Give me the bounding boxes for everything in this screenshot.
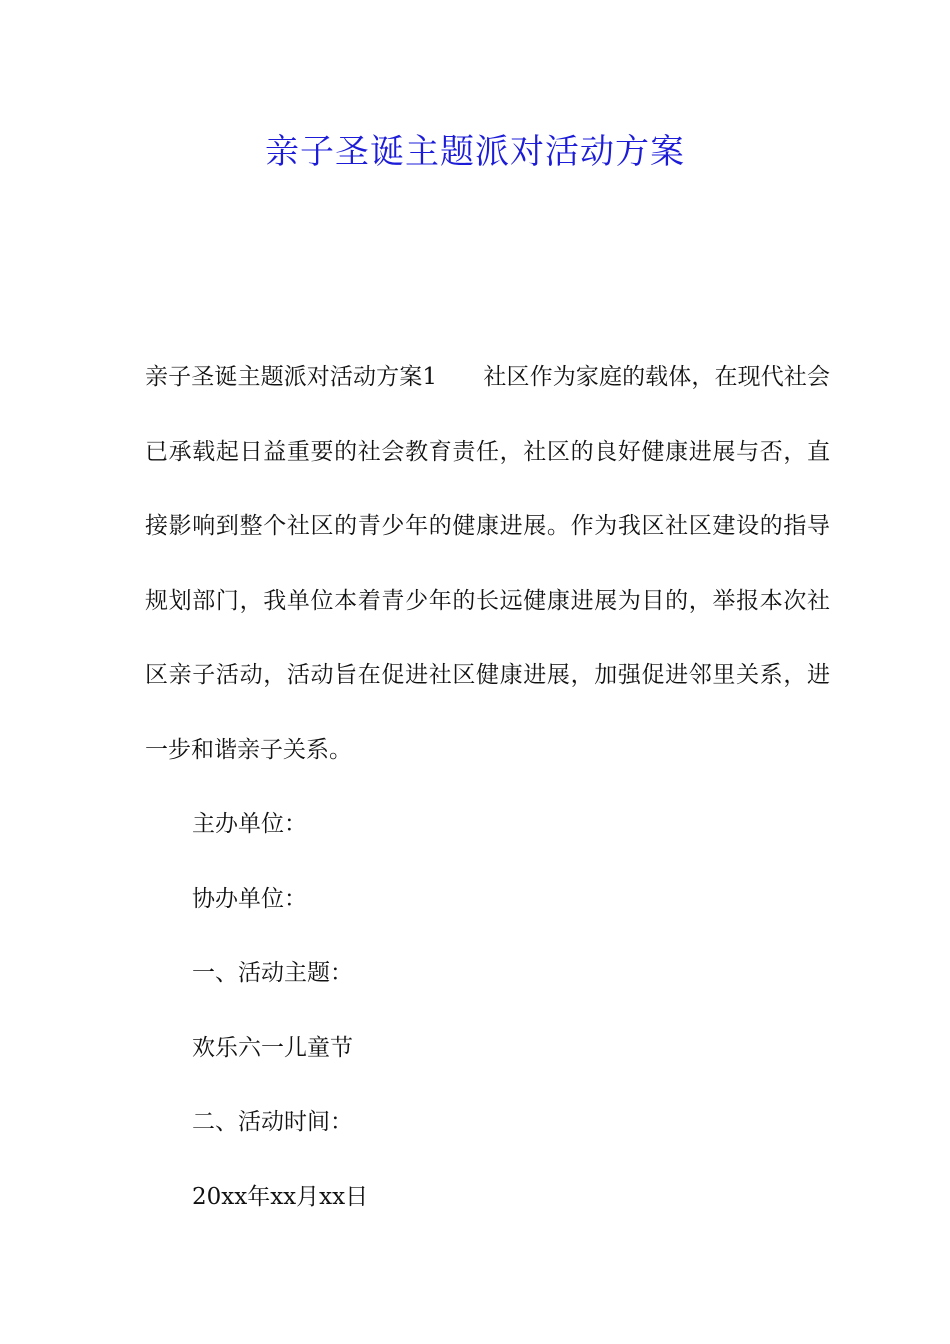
organizer-line: 主办单位： xyxy=(192,811,307,837)
intro-paragraph: 亲子圣诞主题派对活动方案1 社区作为家庭的载体，在现代社会已承载起日益重要的社会教育责任，社区的良好健康进展与否，直接影响到整个社区的青少年的健康进展。作为我区社区建设的指导规划部门，我单位本着青少年的长远健康进展为目的，举报本次社区亲子活动，活动旨在促进社区健康进展，加强促进邻里关系，进一步和谐亲子关系。 xyxy=(145,364,830,763)
section-heading-time: 二、活动时间： xyxy=(192,1109,353,1135)
co-organizer-line: 协办单位： xyxy=(192,885,307,912)
section-heading-theme: 一、活动主题： xyxy=(192,960,353,986)
time-value: 20xx年xx月xx日 xyxy=(192,1183,369,1210)
document-body xyxy=(145,340,830,1234)
document-title: 亲子圣诞主题派对活动方案 xyxy=(265,132,685,172)
theme-value: 欢乐六一儿童节 xyxy=(192,1034,353,1061)
